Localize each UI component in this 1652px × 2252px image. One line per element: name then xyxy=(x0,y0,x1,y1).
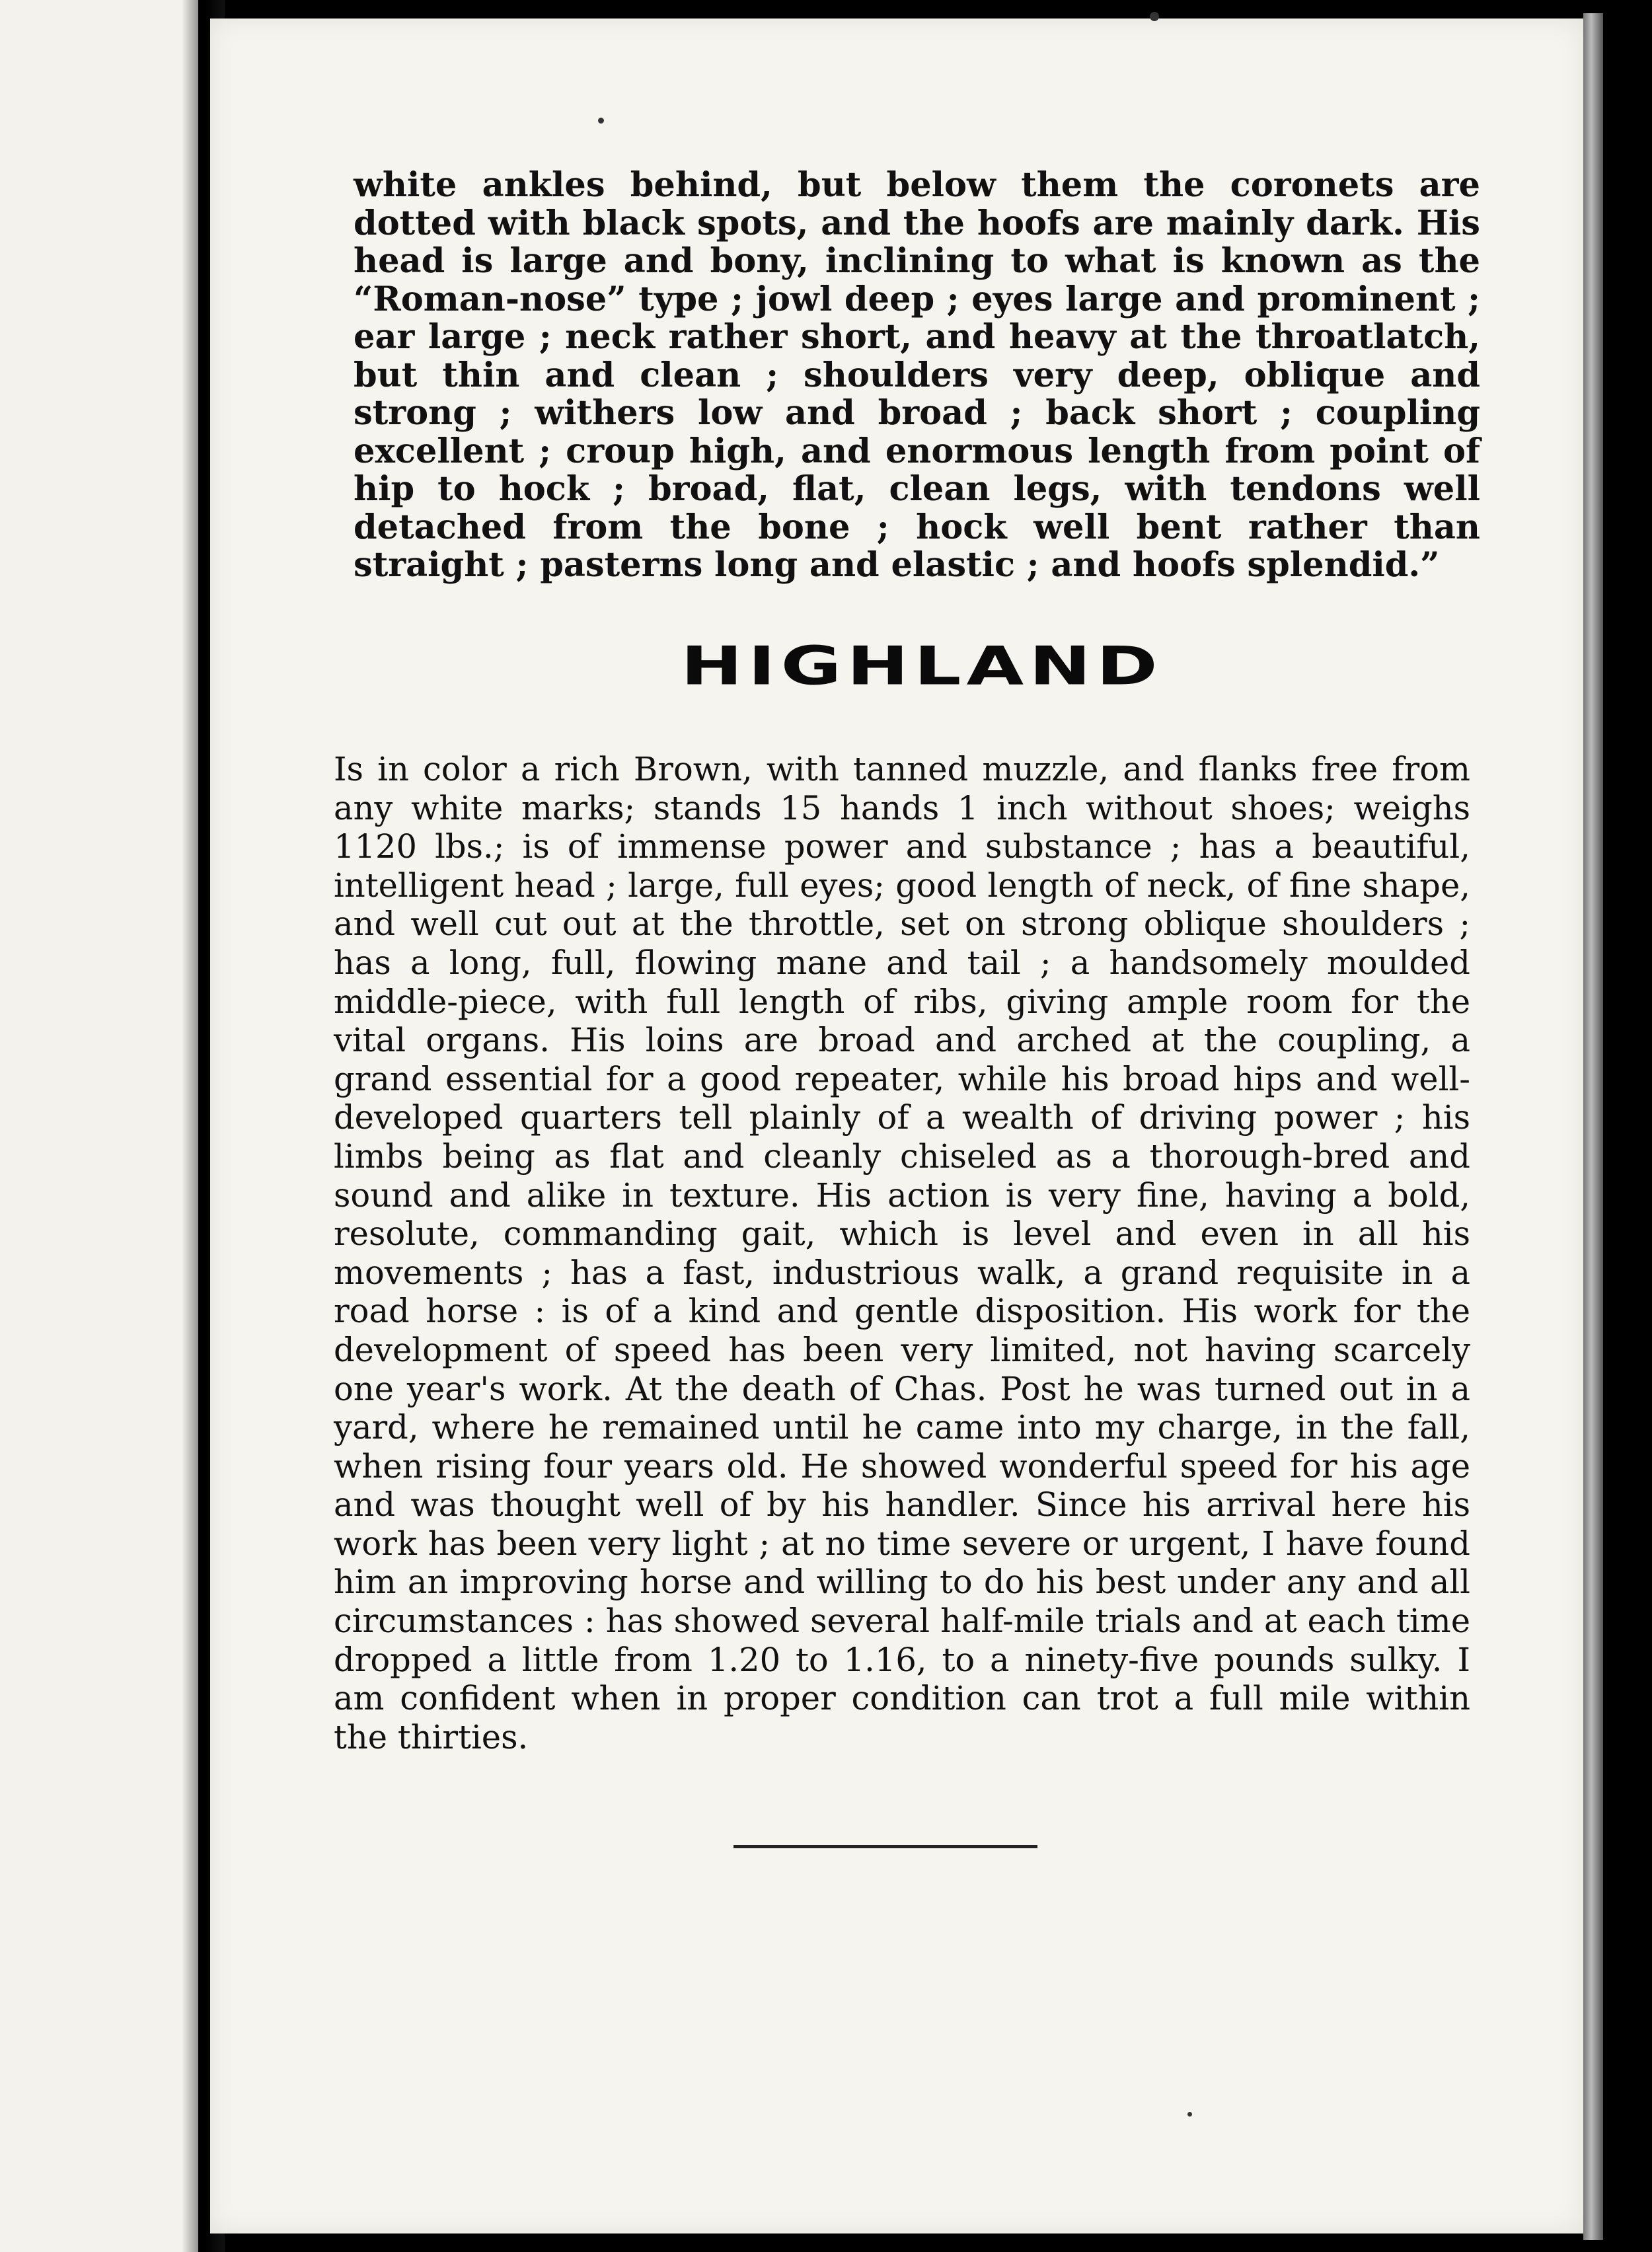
print-speck xyxy=(1150,12,1159,21)
page-right-edge xyxy=(1583,13,1603,2240)
paragraph-description-continued: white ankles behind, but below them the coronets are dotted with black spots, and the hoofs are mainly dark. His head is large and bony, inclining to what is known as the “Roman-nose” type ; jowl deep ; eyes large and prominent ; ear large ; neck rather short, and heavy at the throatlatch, but thin and clean ; shoulders very deep, oblique and strong ; withers low and broad ; back short ; coupling excellent ; croup high, and enormous length from point of hip to hock ; broad, flat, clean legs, with tendons well detached from the bone ; hock well bent rather than straight ; pasterns long and elastic ; and hoofs splendid.” xyxy=(354,165,1480,585)
paragraph-highland-description: Is in color a rich Brown, with tanned muzzle, and flanks free from any white marks; stands 15 hands 1 inch without shoes; weighs 1120 lbs.; is of immense power and substance ; has a beautiful, intelligent head ; large, full eyes; good length of neck, of fine shape, and well cut out at the throttle, set on strong oblique shoulders ; has a long, full, flowing mane and tail ; a handsomely moulded middle-piece, with full length of ribs, giving ample room for the vital organs. His loins are broad and arched at the coupling, a grand essential for a good repeater, while his broad hips and well-developed quarters tell plainly of a wealth of driving power ; his limbs being as flat and cleanly chiseled as a thorough-bred and sound and alike in texture. His action is very fine, having a bold, resolute, commanding gait, which is level and even in all his movements ; has a fast, industrious walk, a grand requisite in a road horse : is of a kind and gentle disposition. His work for the development of speed has been very limited, not having scarcely one year's work. At the death of Chas. Post he was turned out in a yard, where he remained until he came into my charge, in the fall, when rising four years old. He showed wonderful speed for his age and was thought well of by his handler. Since his arrival here his work has been very light ; at no time severe or urgent, I have found him an improving horse and willing to do his best under any and all circumstances : has showed several half-mile trials and at each time dropped a little from 1.20 to 1.16, to a ninety-five pounds sulky. I am confident when in proper condition can trot a full mile within the thirties. xyxy=(334,750,1470,1756)
section-divider-rule xyxy=(733,1845,1037,1848)
left-page-fragment xyxy=(0,0,198,2252)
section-heading: HIGHLAND xyxy=(681,635,1163,697)
print-speck xyxy=(598,118,604,124)
print-speck xyxy=(1187,2112,1192,2117)
